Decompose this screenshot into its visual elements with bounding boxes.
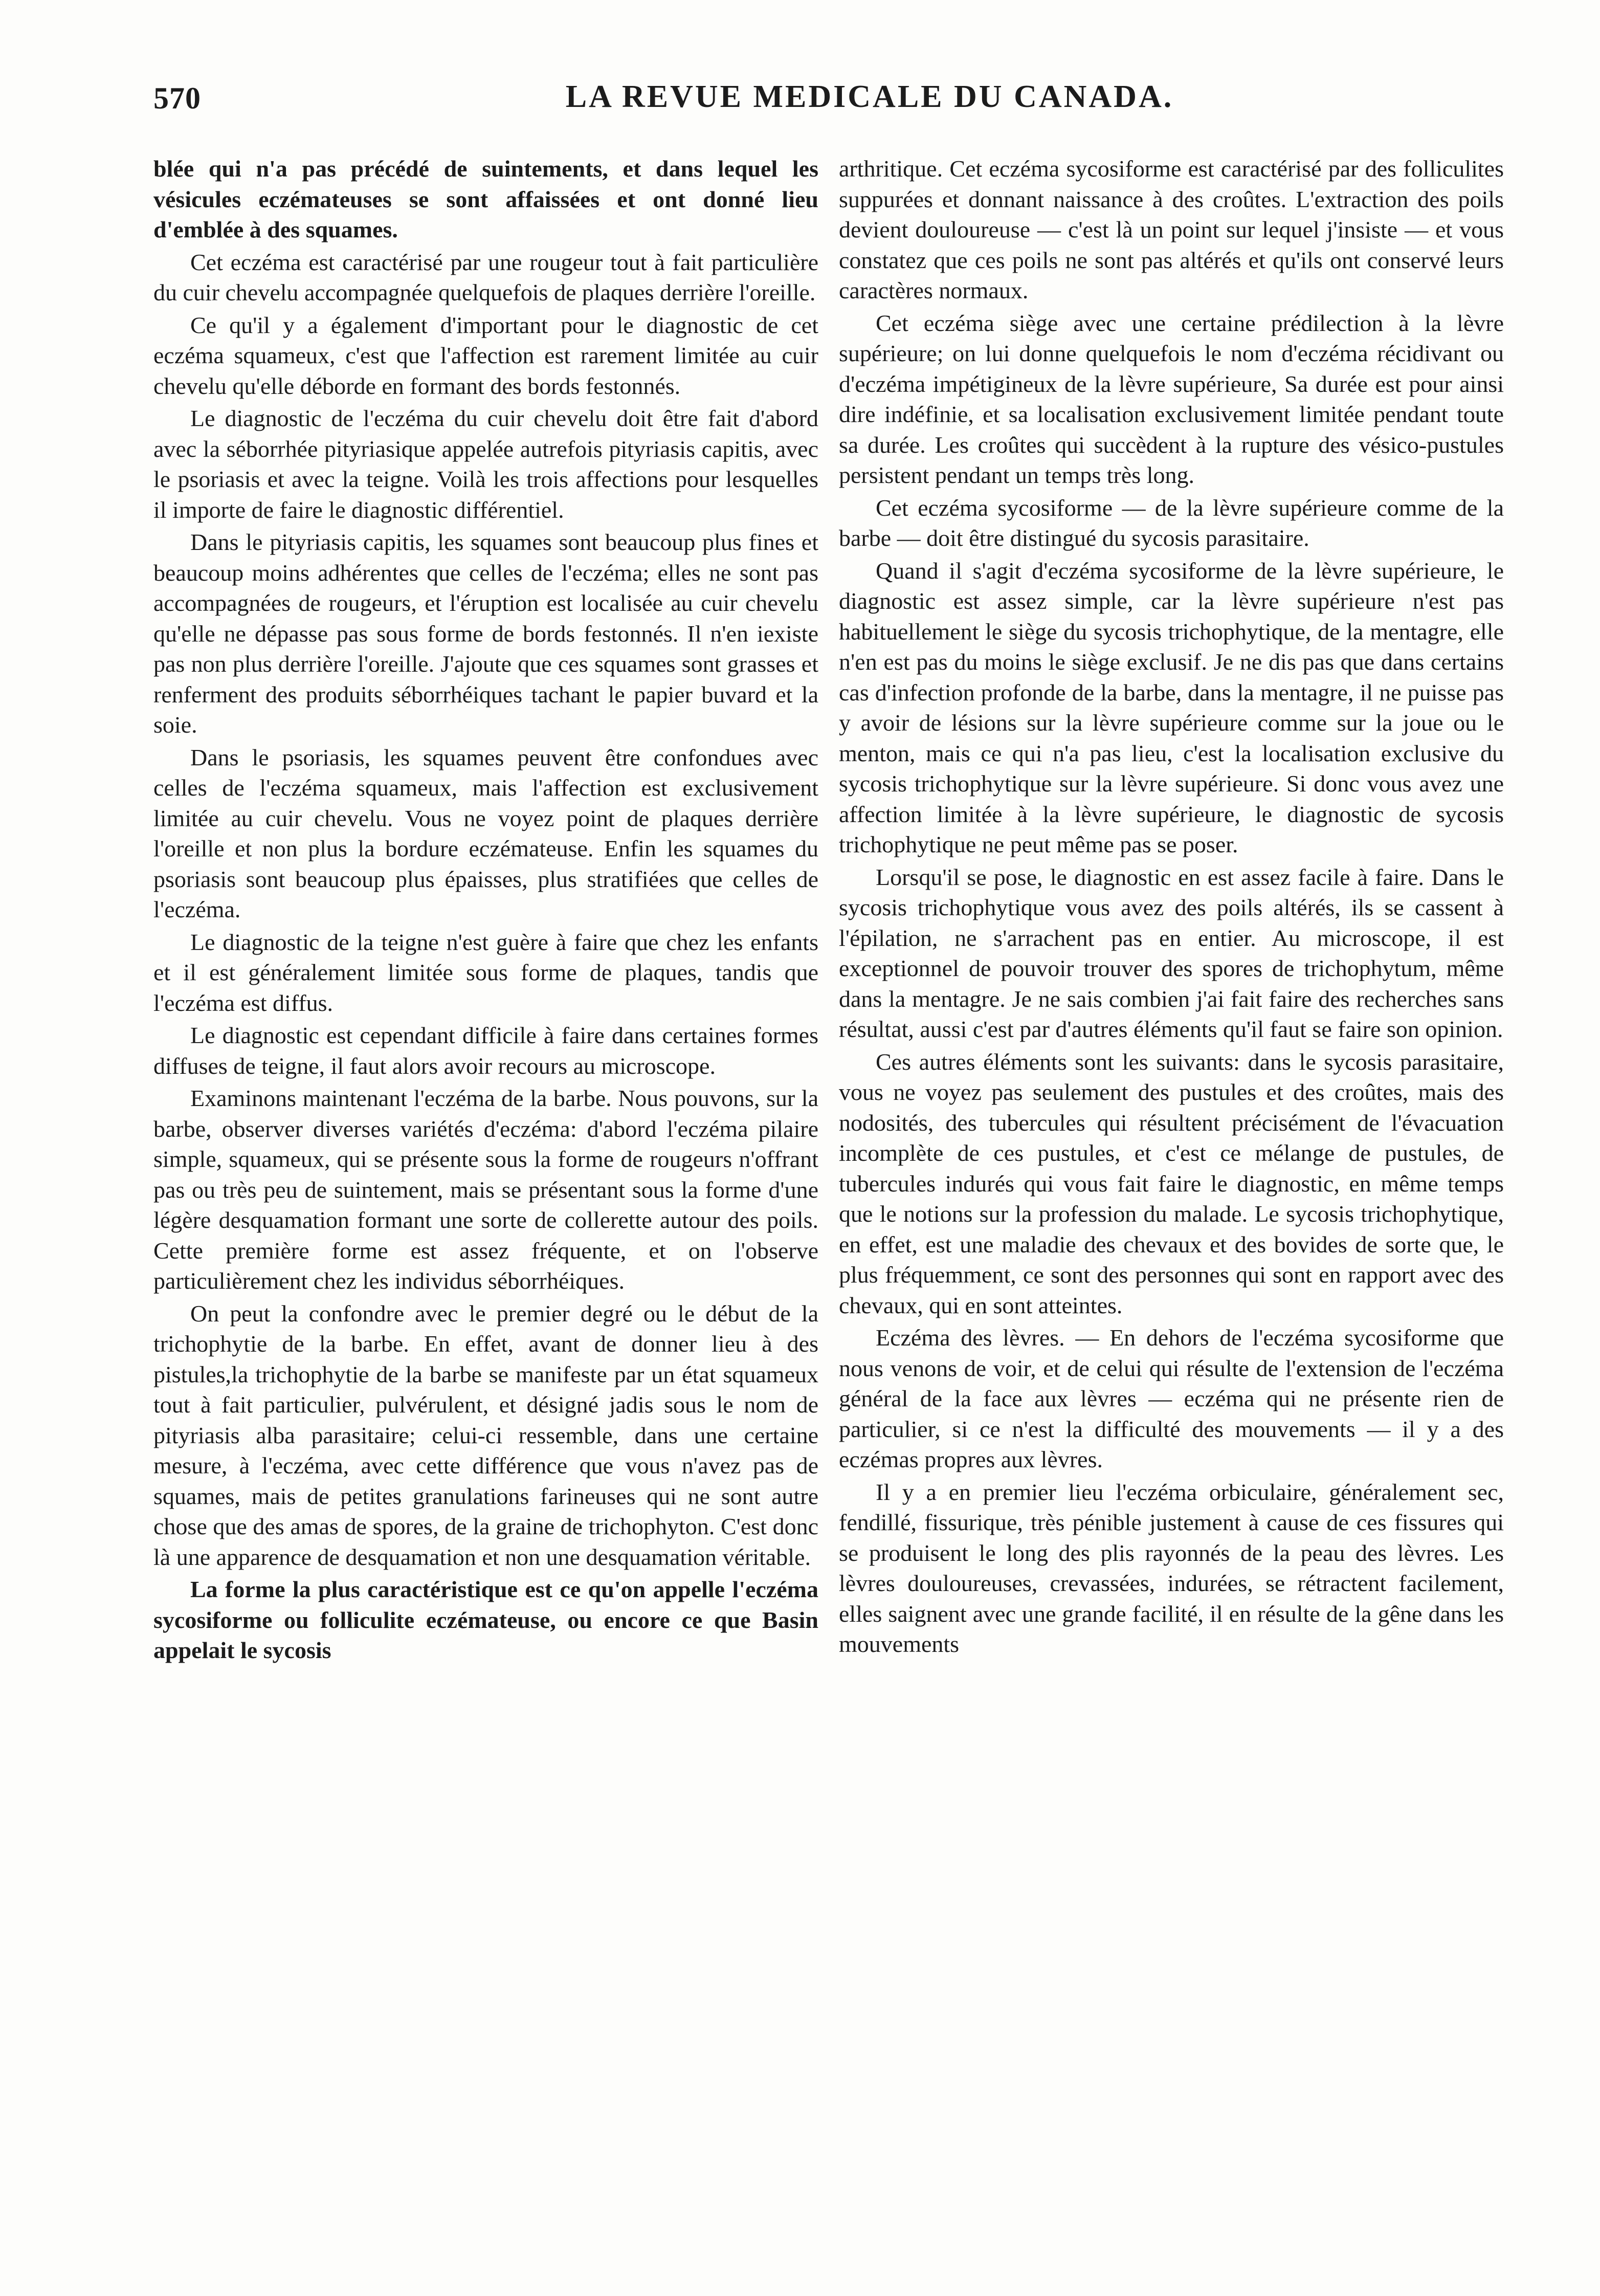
running-title: LA REVUE MEDICALE DU CANADA. [565,79,1174,114]
paragraph: Ces autres éléments sont les suivants: dans le sycosis parasitaire, vous ne voyez pas seulement des pustules et des croûtes, mais des nodosités, des tubercules qui résultent précisément de l'évacuation incomplète de ces pustules, et c'est ce mélange de pustules, de tubercules indurés qui vous fait faire le diagnostic, en même temps que le notions sur la profession du malade. Le sycosis trichophytique, en effet, est une maladie des chevaux et des bovides de sorte que, le plus fréquemment, ce sont des personnes qui sont en rapport avec des chevaux, qui en sont atteintes. [839,1048,1504,1318]
paragraph: Dans le psoriasis, les squames peuvent être confondues avec celles de l'eczéma squameux, mais l'affection est exclusivement limitée au cuir chevelu. Vous ne voyez point de plaques derrière l'oreille et non plus la bordure eczémateuse. Enfin les squames du psoriasis sont beaucoup plus épaisses, plus stratifiées que celles de l'eczéma. [153,744,818,922]
paragraph: Quand il s'agit d'eczéma sycosiforme de la lèvre supérieure, le diagnostic est assez simple, car la lèvre supérieure n'est pas habituellement le siège du sycosis trichophytique, de la mentagre, elle n'en est pas du moins le siège exclusif. Je ne dis pas que dans certains cas d'infection profonde de la barbe, dans la mentagre, il ne puisse pas y avoir de lésions sur la lèvre supérieure comme sur la joue ou le menton, mais ce qui n'a pas lieu, c'est la localisation exclusive du sycosis trichophytique sur la lèvre supérieure. Si donc vous avez une affection limitée à la lèvre supérieure, le diagnostic de sycosis trichophytique ne peut même pas se poser. [839,557,1504,857]
paragraph: Ce qu'il y a également d'important pour le diagnostic de cet eczéma squameux, c'est que l'affection est rarement limitée au cuir chevelu qu'elle déborde en formant des bords festonnés. [153,312,818,399]
paragraph: Cet eczéma siège avec une certaine prédilection à la lèvre supérieure; on lui donne quelquefois le nom d'eczéma récidivant ou d'eczéma impétigineux de la lèvre supérieure, Sa durée est pour ainsi dire indéfinie, et sa localisation exclusivement limitée pendant toute sa durée. Les croûtes qui succèdent à la rupture des vésico-pustules persistent pendant un temps très long. [839,310,1504,488]
right-column [839,153,1504,1662]
paragraph: La forme la plus caractéristique est ce qu'on appelle l'eczéma sycosiforme ou folliculite eczémateuse, ou encore ce que Basin appelait le sycosis [153,1576,818,1663]
paragraph: Lorsqu'il se pose, le diagnostic en est assez facile à faire. Dans le sycosis trichophytique vous avez des poils altérés, ils se cassent à l'épilation, ne s'arrachent pas en entier. Au microscope, il est exceptionnel de pouvoir trouver des spores de trichophytum, même dans la mentagre. Je ne sais combien j'ai fait faire des recherches sans résultat, aussi c'est par d'autres éléments qu'il faut se faire son opinion. [839,864,1504,1042]
paragraph: arthritique. Cet eczéma sycosiforme est caractérisé par des folliculites suppurées et donnant naissance à des croûtes. L'extraction des poils devient douloureuse — c'est là un point sur lequel j'insiste — et vous constatez que ces poils ne sont pas altérés et qu'ils ont conservé leurs caractères normaux. [839,156,1504,303]
paragraph: Le diagnostic de l'eczéma du cuir chevelu doit être fait d'abord avec la séborrhée pityriasique appelée autrefois pityriasis capitis, avec le psoriasis et avec la teigne. Voilà les trois affections pour lesquelles il importe de faire le diagnostic différentiel. [153,405,818,523]
paragraph: Examinons maintenant l'eczéma de la barbe. Nous pouvons, sur la barbe, observer diverses variétés d'eczéma: d'abord l'eczéma pilaire simple, squameux, qui se présente sous la forme de rougeurs n'offrant pas ou très peu de suintement, mais se présentant sous la forme d'une légère desquamation formant une sorte de collerette autour des poils. Cette première forme est assez fréquente, et on l'observe particulièrement chez les individus séborrhéiques. [153,1085,818,1294]
paragraph: Eczéma des lèvres. — En dehors de l'eczéma sycosiforme que nous venons de voir, et de celui qui résulte de l'extension de l'eczéma général de la face aux lèvres — eczéma qui ne présente rien de particulier, si ce n'est la difficulté des mouvements — il y a des eczémas propres aux lèvres. [839,1324,1504,1472]
paragraph: Il y a en premier lieu l'eczéma orbiculaire, généralement sec, fendillé, fissurique, très pénible justement à cause de ces fissures qui se produisent le long des plis rayonnés de la peau des lèvres. Les lèvres douloureuses, crevassées, indurées, se rétractent facilement, elles saignent avec une grande facilité, il en résulte de la gêne dans les mouvements [839,1478,1504,1657]
paragraph: Dans le pityriasis capitis, les squames sont beaucoup plus fines et beaucoup moins adhérentes que celles de l'eczéma; elles ne sont pas accompagnées de rougeurs, et l'éruption est localisée au cuir chevelu qu'elle ne dépasse pas sous forme de bords festonnés. Il n'en iexiste pas non plus derrière l'oreille. J'ajoute que ces squames sont grasses et renferment des produits séborrhéiques tachant le papier buvard et la soie. [153,529,818,738]
page-number: 570 [153,81,201,115]
left-column [153,153,818,1668]
paragraph: blée qui n'a pas précédé de suintements, et dans lequel les vésicules eczémateuses se sont affaissées et ont donné lieu d'emblée à des squames. [153,156,818,242]
paragraph: Le diagnostic de la teigne n'est guère à faire que chez les enfants et il est généralement limitée sous forme de plaques, tandis que l'eczéma est diffus. [153,929,818,1016]
paragraph: On peut la confondre avec le premier degré ou le début de la trichophytie de la barbe. En effet, avant de donner lieu à des pistules,la trichophytie de la barbe se manifeste par un état squameux tout à fait particulier, pulvérulent, et désigné jadis sous le nom de pityriasis alba parasitaire; celui-ci ressemble, dans une certaine mesure, à l'eczéma, avec cette différence que vous n'avez pas de squames, mais de petites granulations farineuses qui ne sont autre chose que des amas de spores, de la graine de trichophyton. C'est donc là une apparence de desquamation et non une desquamation véritable. [153,1300,818,1570]
paragraph: Le diagnostic est cependant difficile à faire dans certaines formes diffuses de teigne, il faut alors avoir recours au microscope. [153,1022,818,1079]
page-header [153,77,1432,123]
paragraph: Cet eczéma est caractérisé par une rougeur tout à fait particulière du cuir chevelu accompagnée quelquefois de plaques derrière l'oreille. [153,249,818,305]
paragraph: Cet eczéma sycosiforme — de la lèvre supérieure comme de la barbe — doit être distingué du sycosis parasitaire. [839,494,1504,551]
